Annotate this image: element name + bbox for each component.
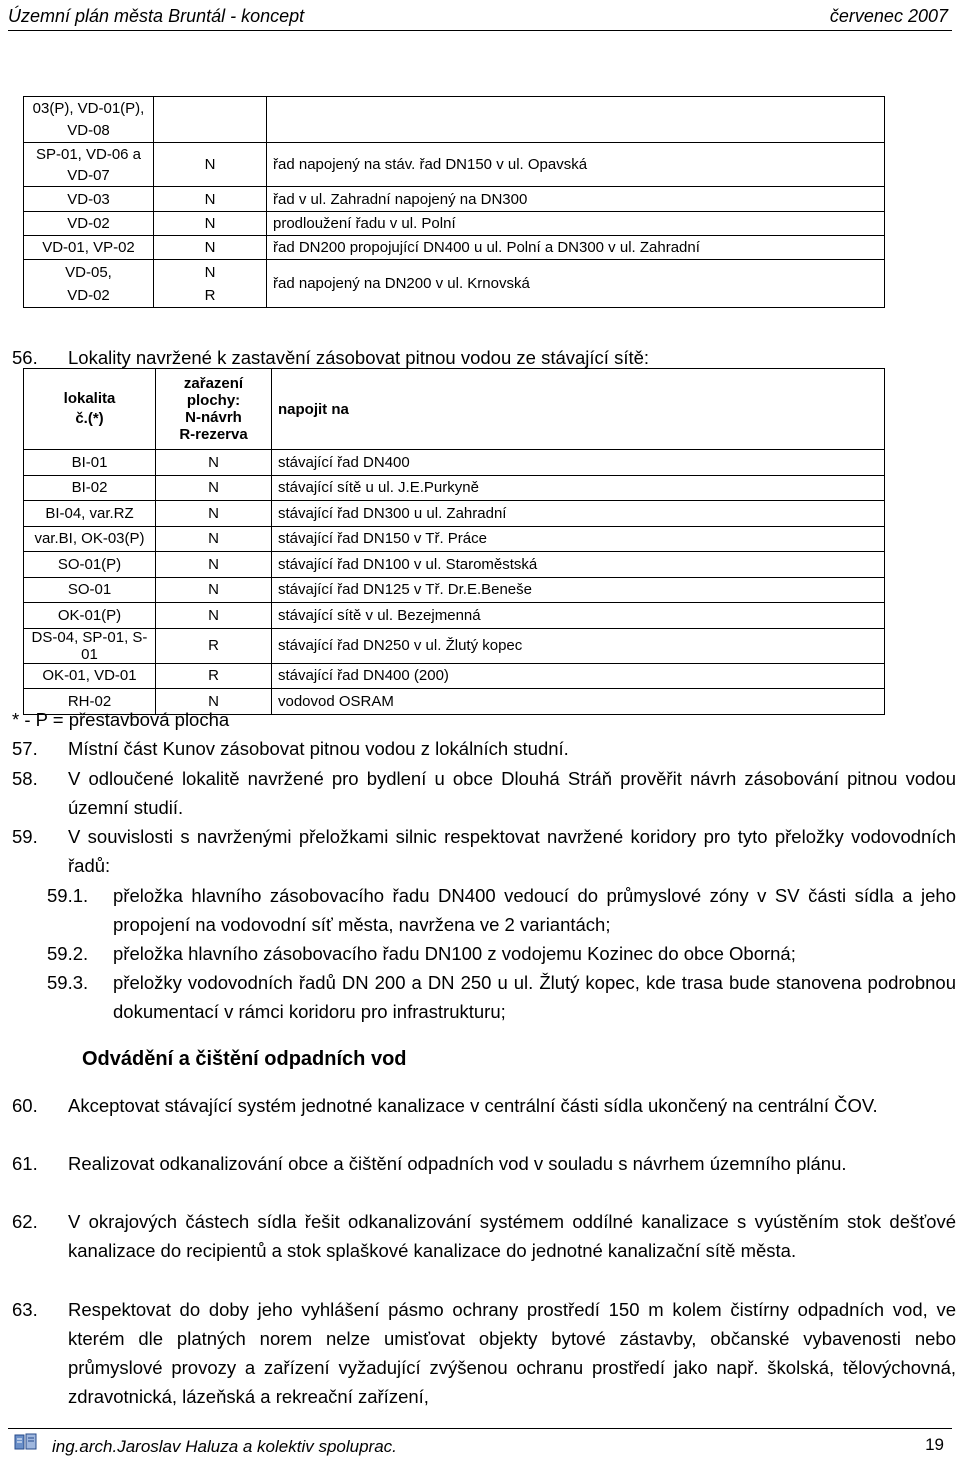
table-cell: stávající řad DN400 (200)	[272, 663, 885, 689]
table-cell: RH-02	[24, 689, 156, 715]
subitem-59-2	[47, 939, 956, 968]
table-cell: stávající řad DN100 v ul. Staroměstská	[272, 552, 885, 578]
table-cell: stávající sítě u ul. J.E.Purkyně	[272, 475, 885, 501]
footnote: * - P = přestavbová plocha	[12, 709, 230, 730]
table-cell: stávající řad DN400	[272, 450, 885, 476]
table-row	[24, 475, 885, 501]
table-header-cell: lokalita č.(*)	[24, 369, 156, 450]
item-62	[12, 1207, 956, 1261]
item-text: V souvislosti s navrženými přeložkami silnic respektovat navržené koridory pro tyto přeložky vodovodních řadů:	[68, 826, 956, 876]
table-row	[24, 236, 885, 260]
page-footer	[8, 1428, 952, 1459]
item-text: Lokality navržené k zastavění zásobovat pitnou vodou ze stávající sítě:	[68, 347, 650, 368]
table-cell: stávající řad DN250 v ul. Žlutý kopec	[272, 628, 885, 663]
table-row	[24, 663, 885, 689]
table-cell	[154, 97, 267, 143]
table-cell: N	[154, 212, 267, 236]
table-cell: stávající řad DN150 v Tř. Práce	[272, 526, 885, 552]
table-cell: N	[156, 689, 272, 715]
table-row	[24, 187, 885, 212]
subitem-59-3	[47, 968, 956, 1022]
table-cell: řad v ul. Zahradní napojený na DN300	[267, 187, 885, 212]
table-row	[24, 577, 885, 603]
table-cell: 03(P), VD-01(P), VD-08	[24, 97, 154, 143]
table-cell: N	[156, 603, 272, 629]
item-57	[12, 734, 956, 763]
section-heading: Odvádění a čištění odpadních vod	[82, 1048, 407, 1070]
document-icon	[14, 1433, 38, 1451]
table-cell: var.BI, OK-03(P)	[24, 526, 156, 552]
table-cell: R	[156, 663, 272, 689]
table-cell: řad napojený na DN200 v ul. Krnovská	[267, 260, 885, 308]
table-cell: stávající řad DN125 v Tř. Dr.E.Beneše	[272, 577, 885, 603]
item-63	[12, 1295, 956, 1407]
table-row	[24, 501, 885, 527]
item-number: 59.2.	[47, 943, 89, 964]
table-cell: DS-04, SP-01, S-01	[24, 628, 156, 663]
table-cell: řad napojený na stáv. řad DN150 v ul. Opavská	[267, 143, 885, 187]
item-text: Respektovat do doby jeho vyhlášení pásmo ochrany prostředí 150 m kolem čistírny odpadních vod, ve kterém dle platných norem nelze umisťovat objekty bytové zástavby, občanské vybavenosti nebo průmyslové provozy a zařízení vyžadující zvýšenou ochranu prostředí jako např. školská, tělovýchovná, zdravotnická, lázeňská a rekreační zařízení,	[68, 1299, 956, 1407]
table-cell: N	[154, 143, 267, 187]
item-number: 59.1.	[47, 885, 89, 906]
table-cell: stávající sítě v ul. Bezejmenná	[272, 603, 885, 629]
table-cell	[267, 97, 885, 143]
table-cell: N	[156, 475, 272, 501]
table-cell: řad DN200 propojující DN400 u ul. Polní a DN300 v ul. Zahradní	[267, 236, 885, 260]
table-cell: VD-05, VD-02	[24, 260, 154, 308]
item-text: Realizovat odkanalizování obce a čištění odpadních vod v souladu s návrhem územního plánu.	[68, 1153, 847, 1174]
document-title: Územní plán města Bruntál - koncept	[8, 6, 305, 26]
item-number: 59.3.	[47, 972, 89, 993]
subitem-59-1	[47, 881, 956, 935]
table-cell: SO-01	[24, 577, 156, 603]
table-row	[24, 212, 885, 236]
item-number: 59.	[12, 826, 38, 847]
item-text: přeložky vodovodních řadů DN 200 a DN 250 u ul. Žlutý kopec, kde trasa bude stanovena podrobnou dokumentací v rámci koridoru pro infrastrukturu;	[113, 972, 956, 1022]
table-row	[24, 552, 885, 578]
item-number: 58.	[12, 768, 38, 789]
table-row	[24, 260, 885, 308]
table-header-row	[24, 369, 885, 450]
item-number: 60.	[12, 1095, 38, 1116]
table-cell: SP-01, VD-06 a VD-07	[24, 143, 154, 187]
item-text: přeložka hlavního zásobovacího řadu DN100 z vodojemu Kozinec do obce Oborná;	[113, 943, 796, 964]
author-credit: ing.arch.Jaroslav Haluza a kolektiv spoluprac.	[52, 1437, 397, 1456]
table-row	[24, 628, 885, 663]
table-cell: BI-04, var.RZ	[24, 501, 156, 527]
table-row	[24, 97, 885, 143]
table-row	[24, 143, 885, 187]
table-cell: SO-01(P)	[24, 552, 156, 578]
document-date: červenec 2007	[829, 6, 948, 26]
item-61	[12, 1149, 956, 1178]
page-header	[8, 4, 952, 31]
localities-table	[23, 368, 885, 715]
item-text: přeložka hlavního zásobovacího řadu DN400 vedoucí do průmyslové zóny v SV části sídla a jeho propojení na vodovodní síť města, navržena ve 2 variantách;	[113, 885, 956, 935]
table-cell: OK-01(P)	[24, 603, 156, 629]
table-cell: N	[156, 501, 272, 527]
item-number: 63.	[12, 1299, 38, 1320]
item-text: Akceptovat stávající systém jednotné kanalizace v centrální části sídla ukončený na centrální ČOV.	[68, 1095, 878, 1116]
table-cell: N	[156, 526, 272, 552]
table-cell: OK-01, VD-01	[24, 663, 156, 689]
table-cell: BI-02	[24, 475, 156, 501]
item-text: V okrajových částech sídla řešit odkanalizování systémem oddílné kanalizace s vyústěním stok dešťové kanalizace do recipientů a stok splaškové kanalizace do jednotné kanalizační sítě města.	[68, 1211, 956, 1261]
table-cell: N R	[154, 260, 267, 308]
table-row	[24, 603, 885, 629]
table-cell: N	[154, 187, 267, 212]
page-number: 19	[925, 1435, 944, 1454]
table-cell: R	[156, 628, 272, 663]
item-60	[12, 1091, 956, 1120]
table-cell: VD-03	[24, 187, 154, 212]
table-cell: prodloužení řadu v ul. Polní	[267, 212, 885, 236]
item-number: 61.	[12, 1153, 38, 1174]
item-number: 62.	[12, 1211, 38, 1232]
water-mains-table	[23, 96, 885, 308]
item-58	[12, 764, 956, 818]
table-cell: BI-01	[24, 450, 156, 476]
table-header-cell: zařazení plochy: N-návrh R-rezerva	[156, 369, 272, 450]
table-row	[24, 526, 885, 552]
table-cell: N	[156, 552, 272, 578]
table-cell: stávající řad DN300 u ul. Zahradní	[272, 501, 885, 527]
table-cell: VD-01, VP-02	[24, 236, 154, 260]
item-text: Místní část Kunov zásobovat pitnou vodou z lokálních studní.	[68, 738, 569, 759]
item-number: 56.	[12, 347, 38, 368]
table-cell: VD-02	[24, 212, 154, 236]
table-header-cell: napojit na	[272, 369, 885, 450]
item-59	[12, 822, 956, 876]
table-row	[24, 450, 885, 476]
table-cell: N	[156, 450, 272, 476]
table-cell: N	[156, 577, 272, 603]
item-number: 57.	[12, 738, 38, 759]
table-cell: N	[154, 236, 267, 260]
table-cell: vodovod OSRAM	[272, 689, 885, 715]
item-text: V odloučené lokalitě navržené pro bydlení u obce Dlouhá Stráň prověřit návrh zásobování pitnou vodou územní studií.	[68, 768, 956, 818]
